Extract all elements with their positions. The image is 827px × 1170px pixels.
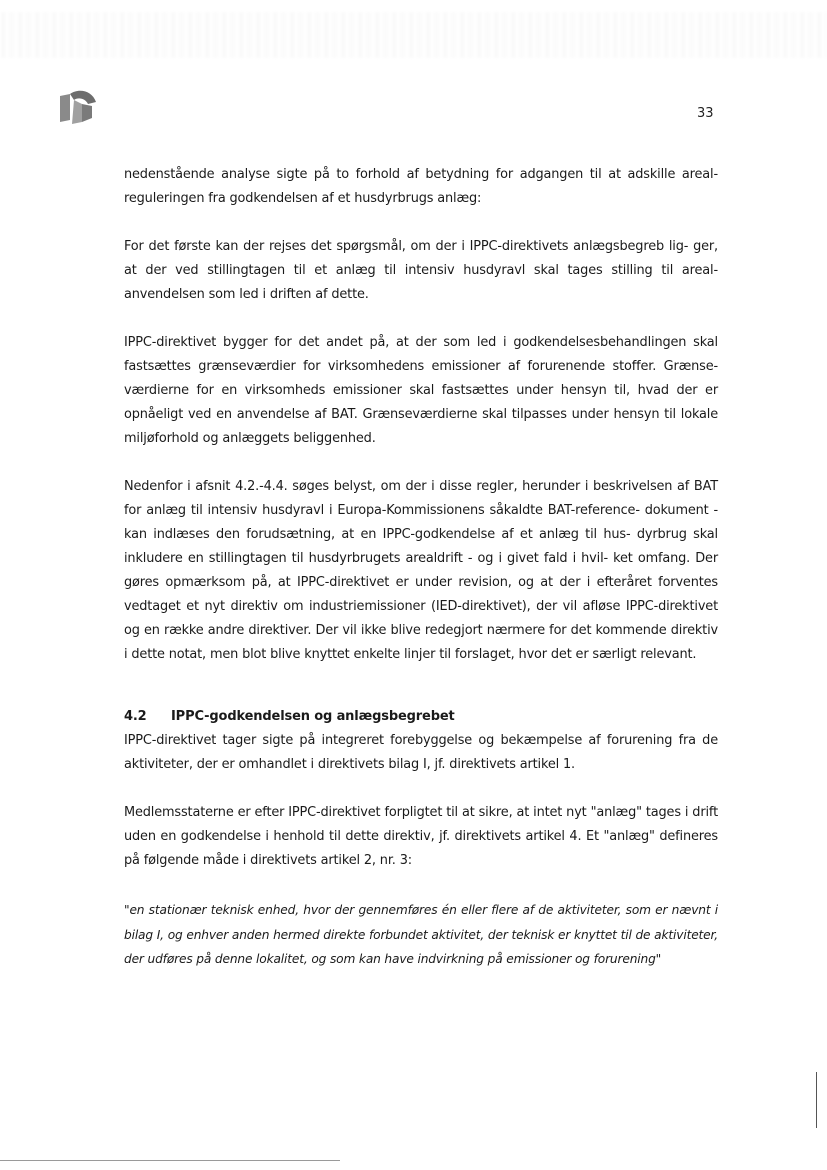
section-number: 4.2: [124, 709, 147, 724]
paragraph: nedenstående analyse sigte på to forhold af betydning for adgangen til at adskille areal- reguleringen fra godkendelsen af et husdyrbrugs anlæg:: [124, 167, 718, 206]
scan-edge-mark: [816, 1072, 817, 1128]
paragraph: Medlemsstaterne er efter IPPC-direktivet forpligtet til at sikre, at intet nyt "anlæg" tages i drift uden en godkendelse i henhold til dette direktiv, jf. direktivets artikel 4. Et "anlæg" defineres på følgende måde i direktivets artikel 2, nr. 3:: [124, 805, 718, 868]
scan-artifact-band: [0, 12, 827, 58]
paragraph: IPPC-direktivet tager sigte på integreret forebyggelse og bekæmpelse af forurening fra de aktiviteter, der er omhandlet i direktivets bilag I, jf. direktivets artikel 1.: [124, 733, 718, 772]
page-number: 33: [697, 106, 714, 121]
footer-rule: [0, 1160, 340, 1161]
paragraph: For det første kan der rejses det spørgsmål, om der i IPPC-direktivets anlægsbegreb lig- ger, at der ved stillingtagen til et anlæg til intensiv husdyravl skal tages stilling til areal- anvendelsen som led i driften af dette.: [124, 239, 718, 302]
scanned-logo-icon: [52, 86, 100, 128]
section-title: IPPC-godkendelsen og anlægsbegrebet: [171, 709, 455, 724]
paragraph: IPPC-direktivet bygger for det andet på, at der som led i godkendelsesbehandlingen skal fastsættes grænseværdier for virksomhedens emissioner af forurenende stoffer. Grænse- værdierne for en virksomheds emissioner skal fastsættes under hensyn til, hvad der er opnåeligt ved en anvendelse af BAT. Grænseværdierne skal tilpasses under hensyn til lokale miljøforhold og anlæggets beliggenhed.: [124, 335, 718, 446]
paragraph: Nedenfor i afsnit 4.2.-4.4. søges belyst, om der i disse regler, herunder i beskrivelsen af BAT for anlæg til intensiv husdyravl i Europa-Kommissionens såkaldte BAT-reference- dokument - kan indlæses den forudsætning, at en IPPC-godkendelse af et anlæg til hus- dyrbrug skal inkludere en stillingtagen til husdyrbrugets arealdrift - og i givet fald i hvil- ket omfang. Der gøres opmærksom på, at IPPC-direktivet er under revision, og at der i efteråret forventes vedtaget et nyt direktiv om industriemissioner (IED-direktivet), der vil afløse IPPC-direktivet og en række andre direktiver. Der vil ikke blive redegjort nærmere for det kommende direktiv i dette notat, men blot blive knyttet enkelte linjer til forslaget, hvor det er særligt relevant.: [124, 479, 718, 662]
document-body: [124, 163, 718, 996]
block-quote: "en stationær teknisk enhed, hvor der gennemføres én eller flere af de aktiviteter, som er nævnt i bilag I, og enhver anden hermed direkte forbundet aktivitet, der teknisk er knyttet til de aktiviteter, der udføres på denne lokalitet, og som kan have indvirkning på emissioner og forurening": [124, 903, 718, 966]
section-heading: [124, 705, 718, 729]
